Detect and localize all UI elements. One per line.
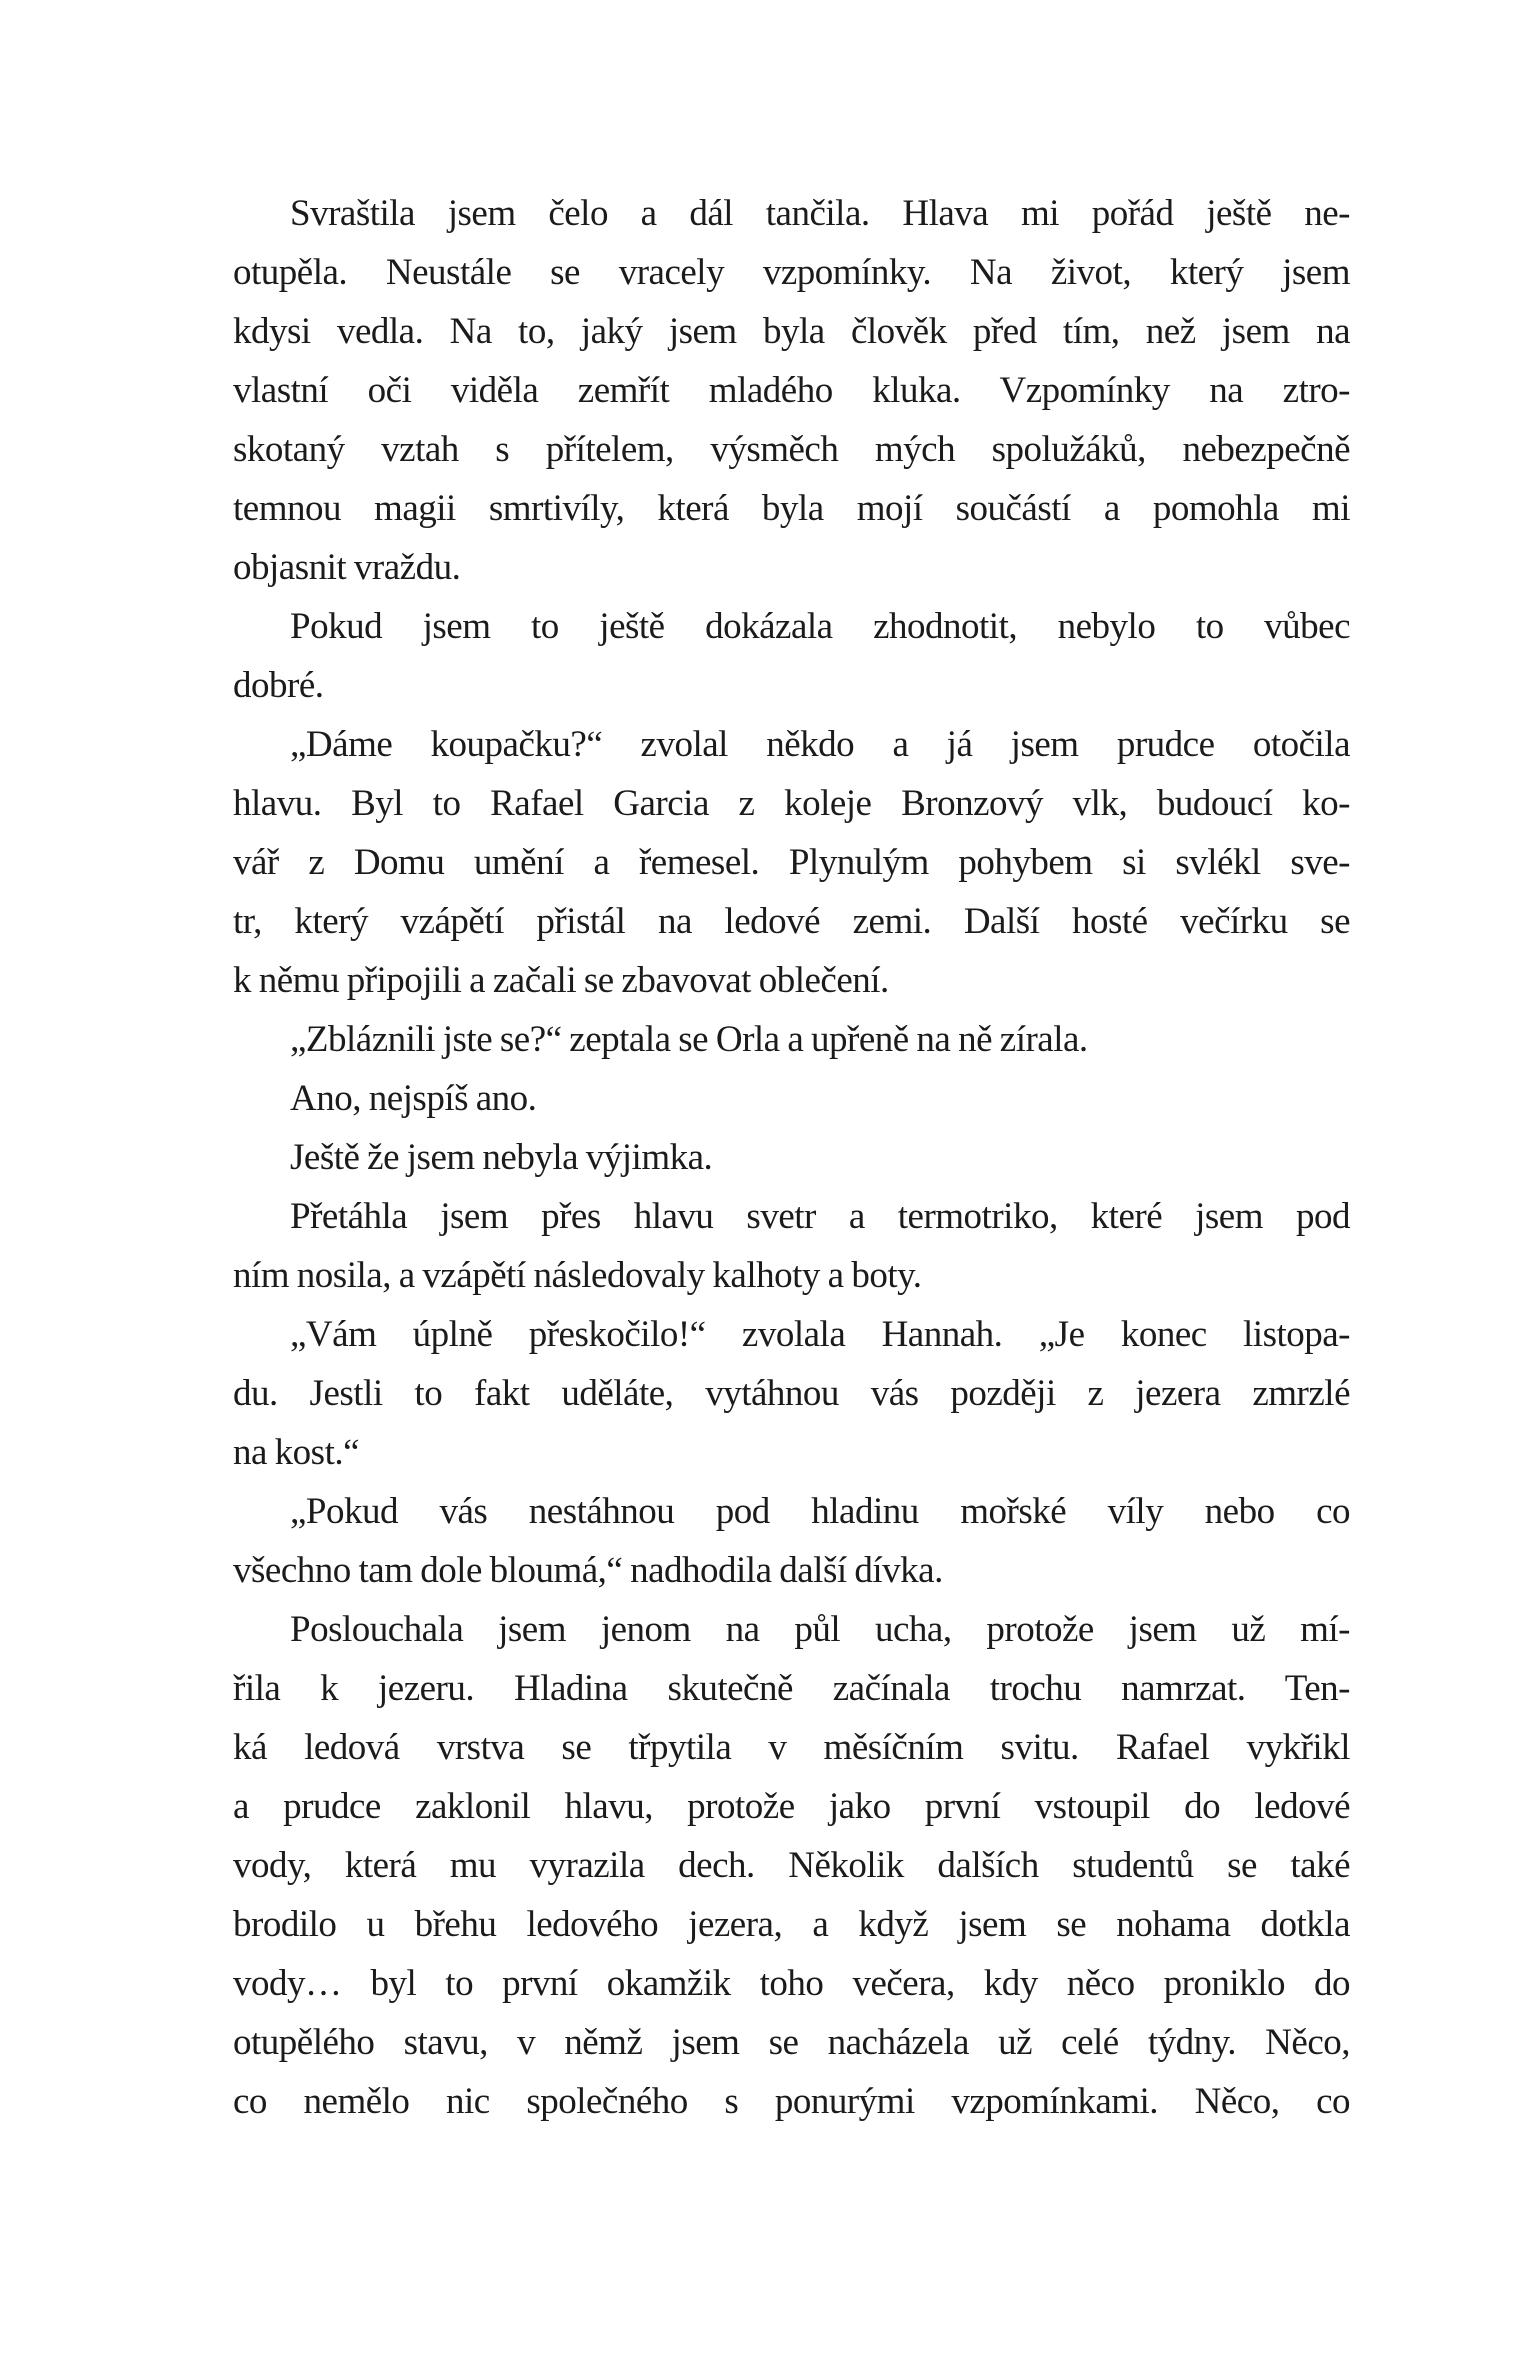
text-line: řila k jezeru. Hladina skutečně začínala trochu namrzat. Ten-	[233, 1668, 1350, 1709]
paragraph	[233, 1482, 1350, 1600]
text-line: „Vám úplně přeskočilo!“ zvolala Hannah. „Je konec listopa-	[290, 1314, 1350, 1355]
text-line: du. Jestli to fakt uděláte, vytáhnou vás později z jezera zmrzlé	[233, 1373, 1350, 1414]
text-line: Ještě že jsem nebyla výjimka.	[290, 1137, 713, 1178]
paragraph	[233, 1128, 1350, 1187]
paragraph	[233, 597, 1350, 715]
text-line: k němu připojili a začali se zbavovat oblečení.	[233, 960, 889, 1001]
text-line: ká ledová vrstva se třpytila v měsíčním svitu. Rafael vykřikl	[233, 1727, 1350, 1768]
text-line: otupělého stavu, v němž jsem se nacházela už celé týdny. Něco,	[233, 2022, 1350, 2063]
paragraph	[233, 715, 1350, 1010]
text-line: „Pokud vás nestáhnou pod hladinu mořské víly nebo co	[290, 1491, 1350, 1532]
paragraph	[233, 1010, 1350, 1069]
text-line: objasnit vraždu.	[233, 547, 461, 588]
text-line: Svraštila jsem čelo a dál tančila. Hlava mi pořád ještě ne-	[290, 193, 1350, 234]
text-line: Poslouchala jsem jenom na půl ucha, protože jsem už mí-	[290, 1609, 1350, 1650]
paragraph	[233, 1069, 1350, 1128]
text-line: vář z Domu umění a řemesel. Plynulým pohybem si svlékl sve-	[233, 842, 1350, 883]
text-line: temnou magii smrtivíly, která byla mojí součástí a pomohla mi	[233, 488, 1350, 529]
text-line: hlavu. Byl to Rafael Garcia z koleje Bronzový vlk, budoucí ko-	[233, 783, 1350, 824]
text-line: ním nosila, a vzápětí následovaly kalhoty a boty.	[233, 1255, 922, 1296]
text-line: vlastní oči viděla zemřít mladého kluka. Vzpomínky na ztro-	[233, 370, 1350, 411]
text-line: „Zbláznili jste se?“ zeptala se Orla a upřeně na ně zírala.	[290, 1019, 1088, 1060]
text-line: vody… byl to první okamžik toho večera, kdy něco proniklo do	[233, 1963, 1350, 2004]
text-line: Přetáhla jsem přes hlavu svetr a termotriko, které jsem pod	[290, 1196, 1350, 1237]
text-line: otupěla. Neustále se vracely vzpomínky. Na život, který jsem	[233, 252, 1350, 293]
text-line: brodilo u břehu ledového jezera, a když jsem se nohama dotkla	[233, 1904, 1350, 1945]
text-line: kdysi vedla. Na to, jaký jsem byla člověk před tím, než jsem na	[233, 311, 1350, 352]
text-line: vody, která mu vyrazila dech. Několik dalších studentů se také	[233, 1845, 1350, 1886]
text-line: všechno tam dole bloumá,“ nadhodila další dívka.	[233, 1550, 943, 1591]
text-line: skotaný vztah s přítelem, výsměch mých spolužáků, nebezpečně	[233, 429, 1350, 470]
paragraph	[233, 1600, 1350, 2131]
text-line: co nemělo nic společného s ponurými vzpomínkami. Něco, co	[233, 2081, 1350, 2122]
text-line: tr, který vzápětí přistál na ledové zemi. Další hosté večírku se	[233, 901, 1350, 942]
paragraph	[233, 1305, 1350, 1482]
text-line: Ano, nejspíš ano.	[290, 1078, 537, 1119]
paragraph	[233, 184, 1350, 597]
text-block	[233, 184, 1350, 2131]
paragraph	[233, 1187, 1350, 1305]
text-line: na kost.“	[233, 1432, 360, 1473]
text-line: „Dáme koupačku?“ zvolal někdo a já jsem prudce otočila	[290, 724, 1350, 765]
text-line: dobré.	[233, 665, 324, 706]
text-line: a prudce zaklonil hlavu, protože jako první vstoupil do ledové	[233, 1786, 1350, 1827]
text-line: Pokud jsem to ještě dokázala zhodnotit, nebylo to vůbec	[290, 606, 1350, 647]
